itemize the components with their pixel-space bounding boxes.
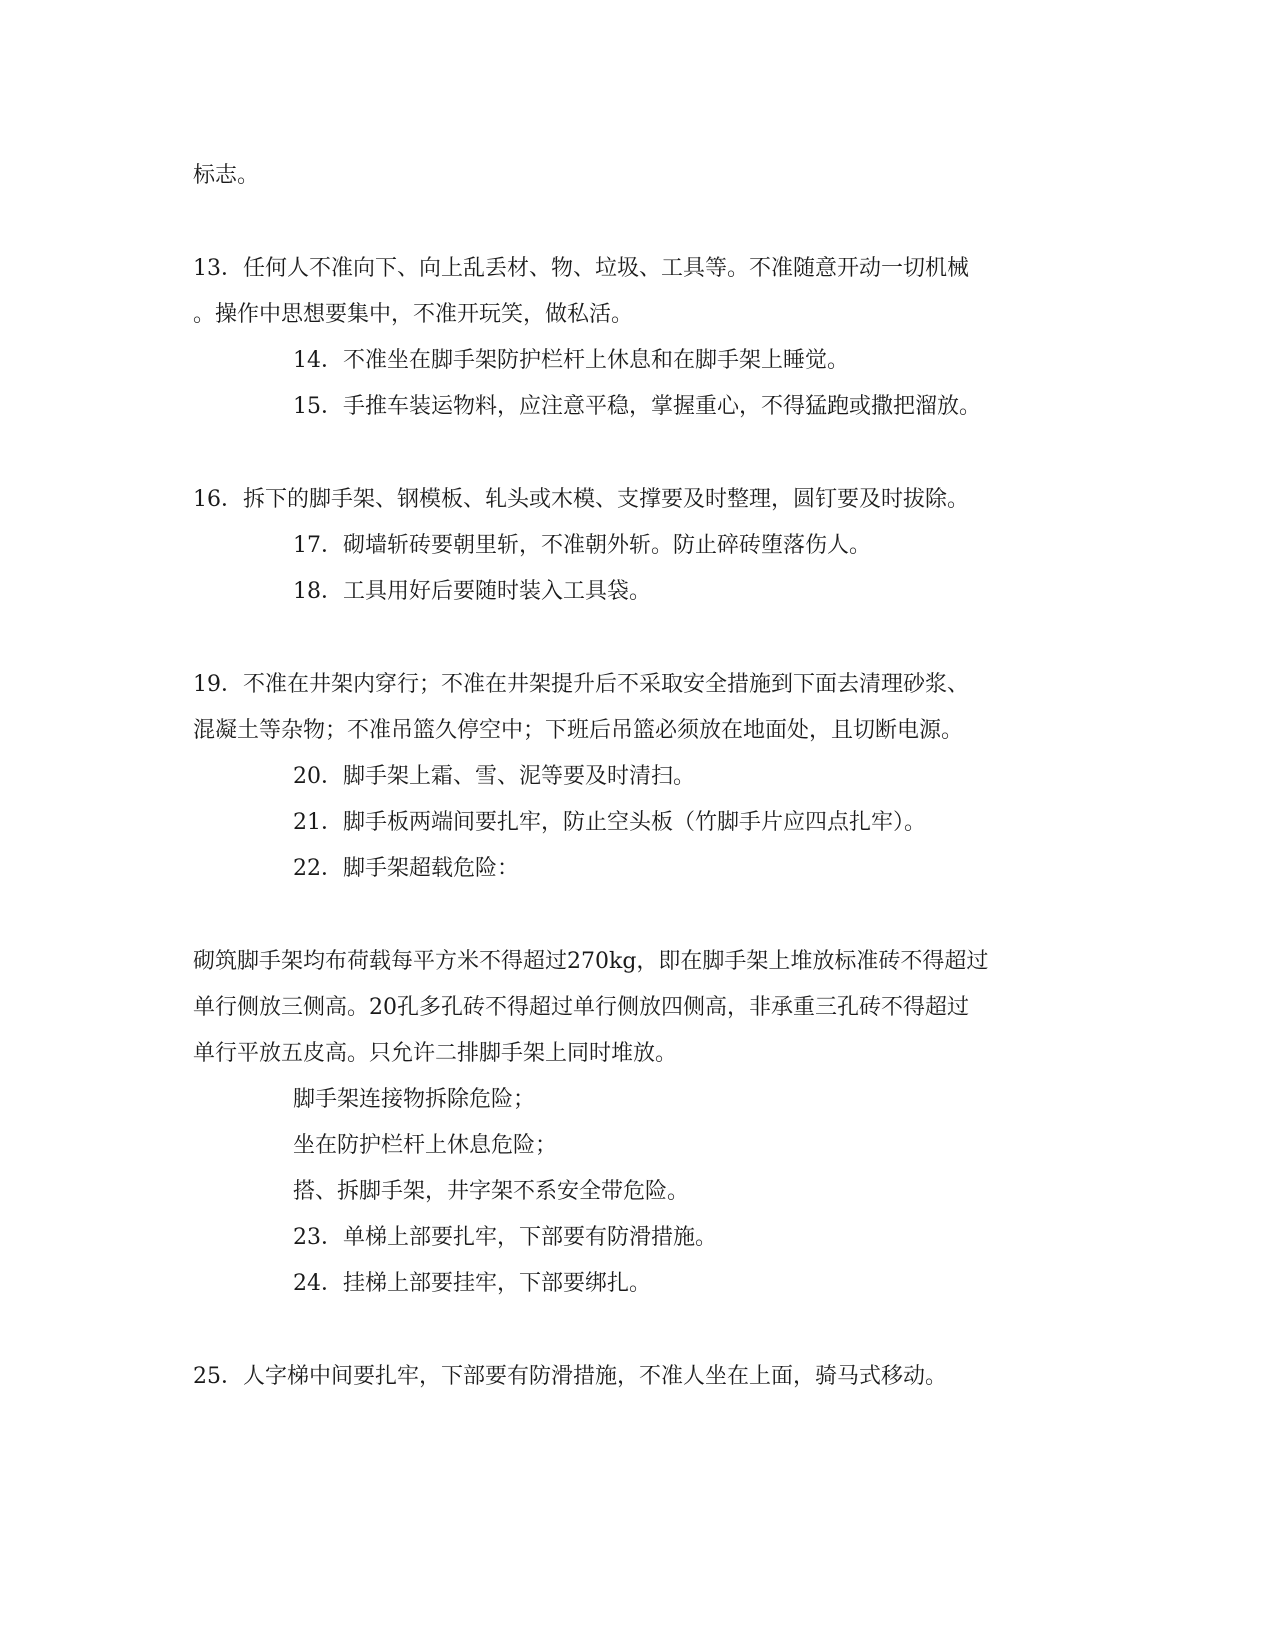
text-line: 脚手架连接物拆除危险； <box>293 1087 536 1112</box>
text-line: 19．不准在井架内穿行；不准在井架提升后不采取安全措施到下面去清理砂浆、 <box>193 672 969 697</box>
text-line: 24．挂梯上部要挂牢，下部要绑扎。 <box>293 1271 651 1296</box>
text-line: 坐在防护栏杆上休息危险； <box>293 1133 558 1158</box>
text-line: 23．单梯上部要扎牢，下部要有防滑措施。 <box>293 1225 717 1250</box>
text-line: 。操作中思想要集中，不准开玩笑，做私活。 <box>193 302 634 327</box>
text-line: 13．任何人不准向下、向上乱丢材、物、垃圾、工具等。不准随意开动一切机械 <box>193 256 969 281</box>
text-line: 21．脚手板两端间要扎牢，防止空头板（竹脚手片应四点扎牢）。 <box>293 810 926 835</box>
text-line: 20．脚手架上霜、雪、泥等要及时清扫。 <box>293 764 695 789</box>
text-line: 砌筑脚手架均布荷载每平方米不得超过270kg，即在脚手架上堆放标准砖不得超过 <box>193 949 989 974</box>
text-line: 15．手推车装运物料，应注意平稳，掌握重心，不得猛跑或撒把溜放。 <box>293 394 981 419</box>
text-line: 25．人字梯中间要扎牢，下部要有防滑措施，不准人坐在上面，骑马式移动。 <box>193 1364 947 1389</box>
text-line: 单行平放五皮高。只允许二排脚手架上同时堆放。 <box>193 1041 678 1066</box>
text-line: 标志。 <box>193 163 260 188</box>
text-line: 单行侧放三侧高。20孔多孔砖不得超过单行侧放四侧高，非承重三孔砖不得超过 <box>193 995 969 1020</box>
text-line: 17．砌墙斩砖要朝里斩，不准朝外斩。防止碎砖堕落伤人。 <box>293 533 871 558</box>
text-line: 混凝土等杂物；不准吊篮久停空中；下班后吊篮必须放在地面处，且切断电源。 <box>193 718 964 743</box>
text-line: 16．拆下的脚手架、钢模板、轧头或木模、支撑要及时整理，圆钉要及时拔除。 <box>193 487 969 512</box>
text-line: 14．不准坐在脚手架防护栏杆上休息和在脚手架上睡觉。 <box>293 348 849 373</box>
text-line: 18．工具用好后要随时装入工具袋。 <box>293 579 651 604</box>
text-line: 22．脚手架超载危险： <box>293 856 519 881</box>
text-line: 搭、拆脚手架，井字架不系安全带危险。 <box>293 1179 690 1204</box>
